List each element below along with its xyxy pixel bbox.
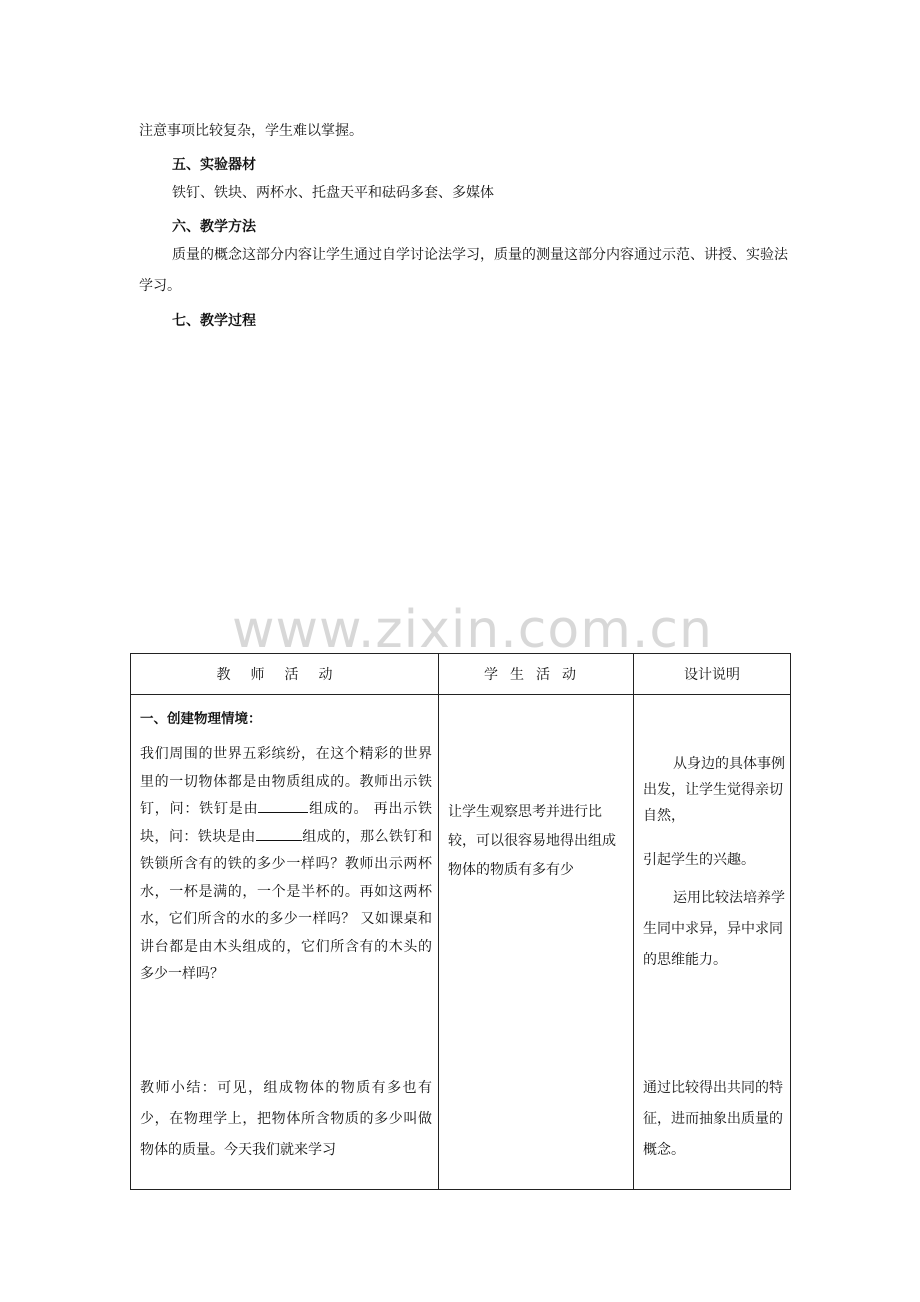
section-6-title: 六、教学方法 (172, 219, 256, 235)
design-note-1: 从身边的具体事例出发，让学生觉得亲切自然， (643, 756, 785, 824)
design-notes-cell (634, 695, 791, 1190)
header-design-notes: 设计说明 (634, 654, 791, 695)
section-5-title: 五、实验器材 (172, 157, 256, 173)
design-note-2: 运用比较法培养学生同中求异，异中求同的思维能力。 (643, 890, 785, 968)
fill-blank-2 (256, 828, 302, 841)
section-5-body: 铁钉、铁块、两杯水、托盘天平和砝码多套、多媒体 (172, 185, 494, 201)
section-7-title: 七、教学过程 (172, 313, 256, 329)
header-student-activity: 学生活动 (439, 654, 634, 695)
student-activity-text: 让学生观察思考并进行比较，可以很容易地得出组成物体的物质有多有少 (448, 804, 616, 878)
design-note-1b: 引起学生的兴趣。 (643, 852, 755, 868)
teacher-summary: 教师小结：可见，组成物体的物质有多也有少，在物理学上，把物体所含物质的多少叫做物体的质量。今天我们就来学习 (140, 1080, 432, 1158)
teacher-paragraph-1: 我们周围的世界五彩缤纷，在这个精彩的世界里的一切物体都是由物质组成的。教师出示铁钉，问：铁钉是由 组成的。 再出示铁块，问：铁块是由 组成的，那么铁钉和铁锁所含有的铁的多少一样吗？教师出示两杯水，一杯是满的，一个是半杯的。再如这两杯水，它们所含的水的多少一样吗？ 又如课桌和讲台都是由木头组成的，它们所含有的木头的多少一样吗？ (140, 746, 433, 982)
teacher-section-heading: 一、创建物理情境： (140, 711, 262, 727)
intro-line: 注意事项比较复杂，学生难以掌握。 (139, 123, 363, 139)
table-row (131, 695, 791, 1190)
fill-blank-1 (258, 800, 308, 813)
section-6-body: 质量的概念这部分内容让学生通过自学讨论法学习，质量的测量这部分内容通过示范、讲授、实验法学习。 (139, 247, 788, 294)
table-header-row (131, 654, 791, 695)
header-teacher-activity: 教师活动 (131, 654, 439, 695)
design-note-3: 通过比较得出共同的特征，进而抽象出质量的概念。 (643, 1080, 783, 1158)
teacher-activity-cell (131, 695, 439, 1190)
student-activity-cell (439, 695, 634, 1190)
watermark: www.zixin.com.cn (232, 600, 713, 660)
lesson-process-table (130, 653, 791, 1190)
